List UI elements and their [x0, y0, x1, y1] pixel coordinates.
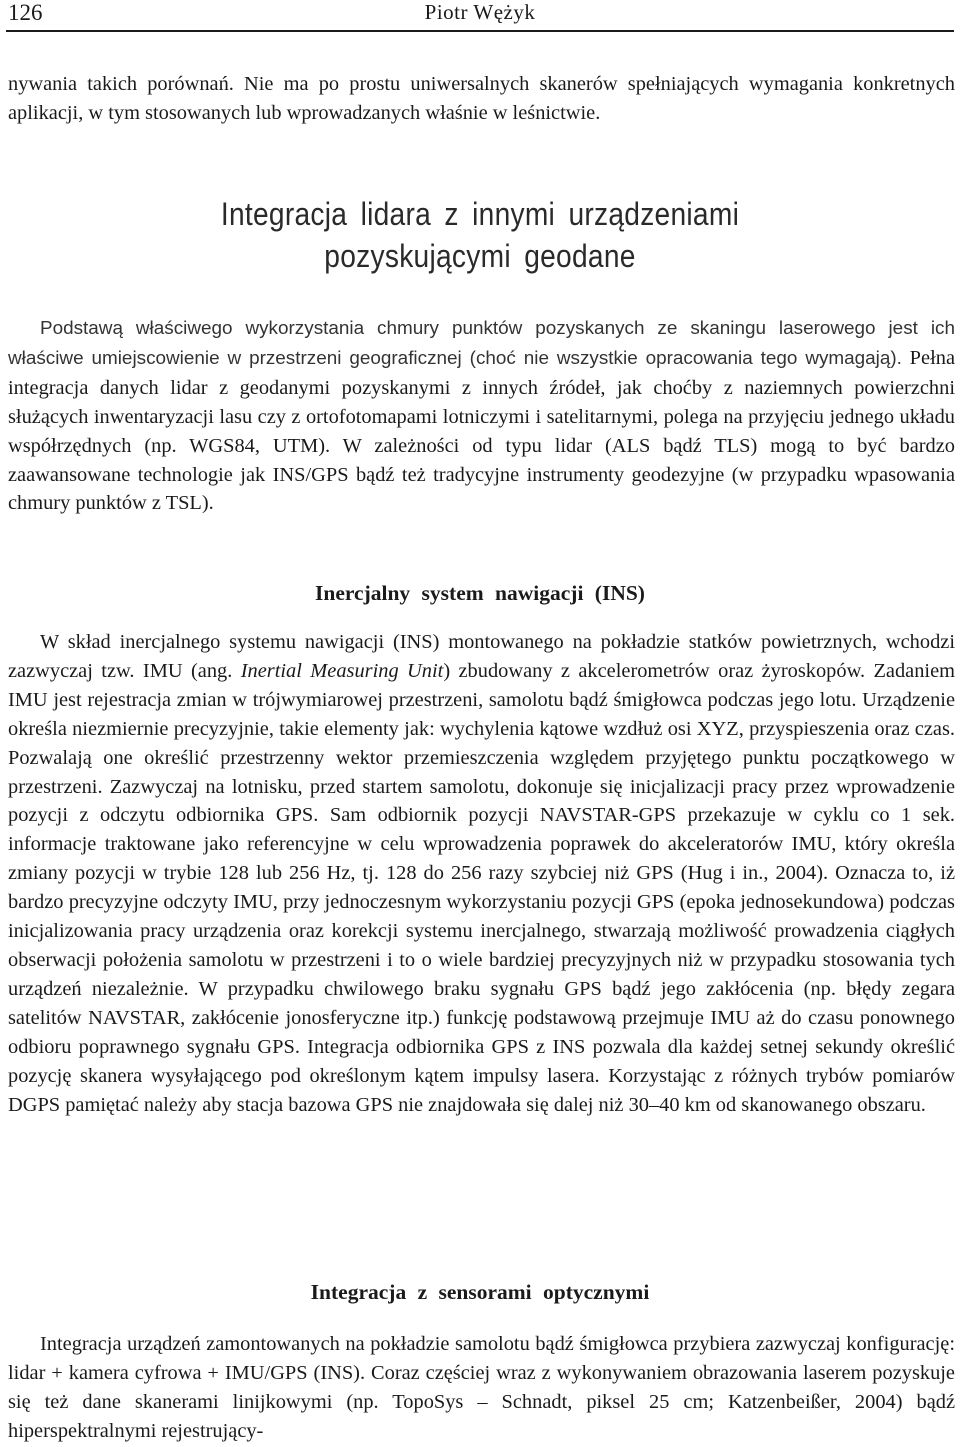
ins-italic-term: Inertial Measuring Unit — [240, 659, 444, 682]
lead-sans-text: Podstawą właściwego wykorzystania chmury punktów pozyskanych ze skaningu laserowego jest ich właściwe umiejscowienie w przestrzeni geograficznej (choć nie wszystkie opracowania tego wymagają). — [8, 318, 955, 369]
ins-paragraph — [8, 628, 955, 1119]
intro-paragraph: nywania takich porównań. Nie ma po prostu uniwersalnych skanerów spełniających wymagania konkretnych aplikacji, w tym stosowanych lub wprowadzanych właśnie w leśnictwie. — [8, 73, 955, 124]
section-title-line-1: Integracja lidara z innymi urządzeniami — [220, 196, 740, 232]
optical-heading: Integracja z sensorami optycznymi — [310, 1280, 650, 1304]
page-number: 126 — [8, 0, 43, 25]
ins-text-rest: ) zbudowany z akcelerometrów oraz żyroskopów. Zadaniem IMU jest rejestracja zmian w trójwymiarowej przestrzeni, samolotu bądź śmigłowca podczas jego lotu. Urządzenie określa niezmiernie precyzyjnie, takie elementy jak: wychylenia kątowe wzdłuż osi XYZ, przyspieszenia oraz czas. Pozwalają one określić przestrzenny wektor przemieszczenia względem przyjętego punktu początkowego w przestrzeni. Zazwyczaj na lotnisku, przed startem samolotu, dokonuje się inicjalizacji pracy przez wprowadzenie pozycji z odczytu odbiornika GPS. Sam odbiornik pozycji NAVSTAR-GPS przekazuje w cyklu co 1 sek. informacje traktowane jako referencyjne w celu wprowadzenia poprawek do akceleratorów IMU, który określa zmiany pozycji w trybie 128 lub 256 Hz, tj. 128 do 256 razy szybciej niż GPS (Hug i in., 2004). Oznacza to, iż bardzo precyzyjne odczyty IMU, przy jednoczesnym wykorzystaniu pozycji GPS (epoka jednosekundowa) podczas inicjalizowania pracy urządzenia oraz korekcji systemu inercjalnego, stwarzają możliwość prowadzenia ciągłych obserwacji położenia samolotu w przestrzeni i to o wiele bardziej precyzyjnych niż w przypadku stosowania tych urządzeń niezależnie. W przypadku chwilowego braku sygnału GPS bądź jego zakłócenia (np. błędy zegara satelitów NAVSTAR, zakłócenie jonosferyczne itp.) funkcję podstawową przejmuje IMU aż do czasu ponownego odbioru poprawnego sygnału GPS. Integracja odbiornika GPS z INS pozwala dla każdej setnej sekundy określić pozycję skanera wysyłającego pod określonym kątem impulsy lasera. Korzystając z różnych trybów pomiarów DGPS pamiętać należy aby stacja bazowa GPS nie znajdowała się dalej niż 30–40 km od skanowanego obszaru. — [8, 659, 955, 1116]
section-title-line-2: pozyskującymi geodane — [324, 238, 636, 274]
optical-paragraph: Integracja urządzeń zamontowanych na pokładzie samolotu bądź śmigłowca przybiera zazwyczaj konfigurację: lidar + kamera cyfrowa + IMU/GPS (INS). Coraz częściej wraz z wykonywaniem obrazowania laserem pozyskuje się też dane skanerami linijkowymi (np. TopoSys – Schnadt, piksel 25 cm; Katzenbeißer, 2004) bądź hiperspektralnymi rejestrujący- — [8, 1333, 955, 1442]
running-author: Piotr Wężyk — [424, 0, 536, 24]
ins-text-start: W skład inercjalnego systemu nawigacji (INS) montowanego na pokładzie statków powietrznych, wchodzi zazwyczaj tzw. IMU (ang. — [8, 631, 955, 682]
lead-serif-text: Pełna integracja danych lidar z geodanymi pozyskanymi z innych źródeł, jak choćby z naziemnych powierzchni służących inwentaryzacji lasu czy z ortofotomapami lotniczymi i satelitarnymi, polega na przyjęciu jednego układu współrzędnych (np. WGS84, UTM). W zależności od typu lidar (ALS bądź TLS) mogą to być bardzo zaawansowane technologie jak INS/GPS bądź też tradycyjne instrumenty geodezyjne (w przypadku wpasowania chmury punktów z TSL). — [8, 346, 955, 515]
running-header — [6, 0, 954, 32]
ins-heading: Inercjalny system nawigacji (INS) — [315, 581, 645, 605]
lidar-integration-paragraph — [8, 314, 955, 518]
